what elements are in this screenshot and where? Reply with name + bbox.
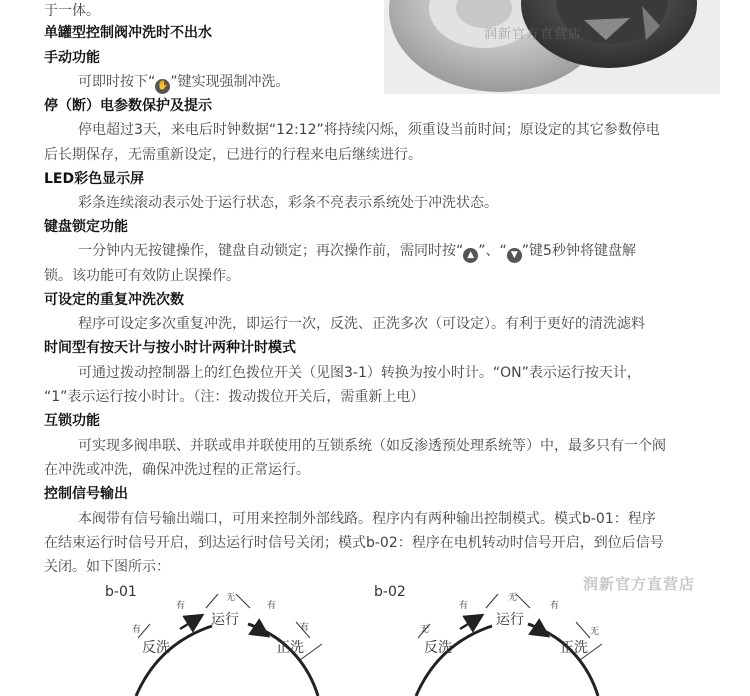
diagram-b01-arc-left bbox=[136, 626, 212, 696]
hand-key-icon: ✋ bbox=[155, 79, 170, 94]
diagram-b01-tick-top-left bbox=[206, 594, 218, 608]
up-triangle-key-icon: ▲ bbox=[463, 248, 478, 263]
lock-text-a: 一分钟内无按键操作，键盘自动锁定；再次操作前，需同时按“ bbox=[78, 243, 464, 259]
heading-repeat: 可设定的重复冲洗次数 bbox=[44, 292, 184, 308]
diagram-b01-mark-top-right: 无 bbox=[226, 593, 236, 603]
heading-led: LED彩色显示屏 bbox=[44, 171, 145, 187]
diagram-b02-backwash: 反洗 bbox=[424, 640, 452, 656]
heading-interlock: 互锁功能 bbox=[44, 413, 100, 429]
diagram-b01-running: 运行 bbox=[211, 612, 239, 628]
heading-manual: 手动功能 bbox=[44, 50, 100, 66]
heading-no-water: 单罐型控制阀冲洗时不出水 bbox=[44, 25, 212, 41]
heading-power: 停（断）电参数保护及提示 bbox=[44, 98, 212, 114]
diagram-b02-mark-right-lower: 无 bbox=[590, 627, 600, 637]
heading-signal: 控制信号输出 bbox=[44, 486, 128, 502]
down-triangle-key-icon: ▼ bbox=[507, 248, 522, 263]
power-text-line2: 后长期保存，无需重新设定，已进行的行程来电后继续进行。 bbox=[44, 147, 422, 163]
diagram-b01-tick-top-right bbox=[236, 594, 250, 608]
manual-text-post: ”键实现强制冲洗。 bbox=[170, 74, 290, 90]
diagram-b02-mark-top-left: 有 bbox=[459, 601, 469, 611]
interlock-text-line2: 在冲洗或冲洗，确保冲洗过程的正常运行。 bbox=[44, 462, 310, 478]
diagram-b02-mark-top-right: 无 bbox=[508, 593, 518, 603]
diagram-b02-running: 运行 bbox=[496, 612, 524, 628]
heading-timer: 时间型有按天计与按小时计两种计时模式 bbox=[44, 340, 296, 356]
diagram-b01-mark-right-upper: 有 bbox=[267, 601, 277, 611]
diagram-b02-mode: b-02 bbox=[374, 584, 406, 600]
lock-text-line1 bbox=[78, 240, 636, 263]
diagram-b02-rinse: 正洗 bbox=[560, 640, 588, 656]
diagram-b01-backwash: 反洗 bbox=[142, 640, 170, 656]
store-watermark: 润新官方直营店 bbox=[583, 575, 696, 593]
signal-text-line1: 本阀带有信号输出端口，可用来控制外部线路。程序内有两种输出控制模式。模式b-01：程序 bbox=[78, 511, 656, 527]
intro-fragment: 于一体。 bbox=[44, 3, 100, 19]
signal-text-line2: 在结束运行时信号开启，到达运行时信号关闭；模式b-02：程序在电机转动时信号开启，到位后信号 bbox=[44, 535, 664, 551]
diagram-b01-mark-top-left: 有 bbox=[176, 601, 186, 611]
lock-text-line2: 锁。该功能可有效防止误操作。 bbox=[44, 268, 240, 284]
heading-lock: 键盘锁定功能 bbox=[44, 219, 128, 235]
diagram-b01 bbox=[105, 584, 322, 696]
diagram-b02-mark-right-upper: 有 bbox=[550, 601, 560, 611]
diagram-b02-arrow-to-backwash bbox=[460, 619, 476, 629]
diagram-b02-tick-top-left bbox=[486, 594, 498, 608]
manual-text bbox=[78, 71, 290, 94]
interlock-text-line1: 可实现多阀串联、并联或串并联使用的互锁系统（如反渗透预处理系统等）中，最多只有一个阀 bbox=[78, 438, 666, 454]
diagram-b02-tick-top-right bbox=[516, 594, 530, 608]
diagram-b01-mark-right-lower: 有 bbox=[300, 623, 310, 633]
valve-disc-image bbox=[384, 0, 720, 94]
diagram-b02-mark-left: 无 bbox=[420, 625, 430, 635]
diagram-b02 bbox=[374, 584, 602, 696]
diagram-b02-tick-right bbox=[576, 622, 590, 638]
power-text-line1: 停电超过3天，来电后时钟数据“12:12”将持续闪烁，须重设当前时间；原设定的其它参数停电 bbox=[78, 122, 660, 138]
lock-text-c: ”键5秒钟将键盘解 bbox=[521, 243, 636, 259]
diagram-b01-mode: b-01 bbox=[105, 584, 137, 600]
photo-watermark: 润新官方直营店 bbox=[484, 27, 583, 42]
lock-text-b: ”、“ bbox=[478, 243, 507, 259]
timer-text-line2: “1”表示运行按小时计。（注：拨动拨位开关后，需重新上电） bbox=[44, 389, 425, 405]
diagram-b02-arc-left bbox=[416, 626, 492, 696]
repeat-text: 程序可设定多次重复冲洗，即运行一次，反洗、正洗多次（可设定）。有利于更好的清洗滤料 bbox=[78, 316, 645, 332]
signal-diagrams bbox=[0, 580, 750, 696]
diagram-b01-arrow-to-backwash bbox=[180, 619, 196, 629]
manual-text-pre: 可即时按下“ bbox=[78, 74, 156, 90]
diagram-b01-rinse: 正洗 bbox=[276, 640, 304, 656]
diagram-b01-mark-left: 有 bbox=[132, 625, 142, 635]
product-photo bbox=[384, 0, 720, 94]
timer-text-line1: 可通过拨动控制器上的红色拨位开关（见图3-1）转换为按小时计。“ON”表示运行按天计， bbox=[78, 365, 641, 381]
led-text: 彩条连续滚动表示处于运行状态，彩条不亮表示系统处于冲洗状态。 bbox=[78, 195, 498, 211]
signal-text-line3: 关闭。如下图所示： bbox=[44, 559, 170, 575]
